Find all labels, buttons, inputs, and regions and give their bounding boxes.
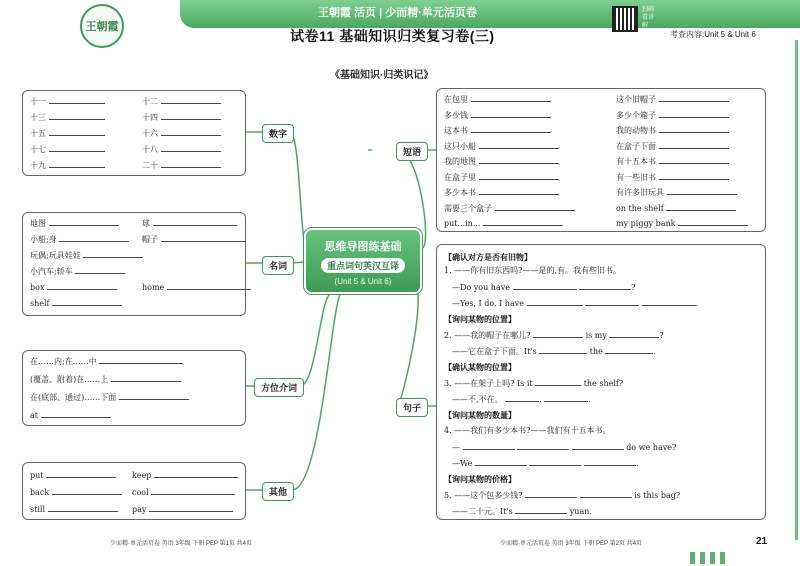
branch-phrases: 短语 <box>396 142 428 161</box>
sentence-1-a-text: —Yes, I do. I have <box>452 299 524 308</box>
answer-blank[interactable] <box>161 144 221 152</box>
number-row <box>30 112 105 123</box>
answer-blank[interactable] <box>149 504 233 512</box>
footer-left: 少而精·单元活页卷 英语 3年级 下册 PEP 第1页 共4页 <box>110 541 252 547</box>
number-row-label: 十九 <box>30 161 46 170</box>
number-row-label: 十五 <box>30 129 46 138</box>
branch-numbers: 数字 <box>262 124 294 143</box>
other-word-row <box>30 470 116 481</box>
phrase-row-label: my piggy bank <box>616 219 676 228</box>
branch-prepositions: 方位介词 <box>254 378 304 397</box>
phrase-row-label: 有一些旧书 <box>616 172 656 182</box>
answer-blank[interactable] <box>471 125 551 133</box>
noun-row-label: 帽子 <box>142 235 158 244</box>
number-row <box>30 128 105 139</box>
answer-blank[interactable] <box>544 394 588 402</box>
other-word-row-label: put <box>30 471 44 480</box>
answer-blank[interactable] <box>580 490 632 498</box>
phrase-row-label: 我的动物书 <box>616 126 656 135</box>
phrase-row-label: 有许多旧玩具 <box>616 188 664 197</box>
answer-blank[interactable] <box>659 156 729 164</box>
noun-row-label: home <box>142 283 165 292</box>
noun-row <box>30 250 143 261</box>
answer-blank[interactable] <box>49 96 105 104</box>
exam-title: 试卷11 基础知识归类复习卷(三) <box>290 28 495 44</box>
phrase-row-label: 多少本书 <box>444 188 476 197</box>
answer-blank[interactable] <box>83 250 143 258</box>
number-row-label: 十三 <box>30 113 46 122</box>
phrase-row-label: put...in... <box>444 219 481 228</box>
number-row <box>30 144 105 155</box>
phrase-row <box>616 94 729 105</box>
answer-blank[interactable] <box>52 298 122 306</box>
other-word-row <box>132 470 238 481</box>
other-word-row-label: pay <box>132 505 147 514</box>
sentence-5-q-cn: 5. ——这个包多少钱? <box>444 491 523 500</box>
sentence-head-3: 【确认某物的位置】 <box>444 362 516 372</box>
phrase-row <box>444 141 559 152</box>
noun-row <box>30 298 122 309</box>
phrase-row-label: 有十五本书 <box>616 157 656 166</box>
answer-blank[interactable] <box>479 187 559 195</box>
answer-blank[interactable] <box>513 282 577 290</box>
sentence-2-a-cn: ——它在盒子下面。It's <box>452 347 537 356</box>
answer-blank[interactable] <box>505 394 539 402</box>
answer-blank[interactable] <box>161 234 245 242</box>
other-word-row <box>132 487 235 498</box>
qr-caption: 扫码看讲解 <box>642 7 655 29</box>
sentence-4-q: — do we have? <box>452 443 677 452</box>
sentence-5-a <box>452 506 592 517</box>
other-word-row <box>132 504 233 515</box>
answer-blank[interactable] <box>167 282 251 290</box>
branch-others: 其他 <box>262 482 294 501</box>
phrase-row <box>616 187 737 198</box>
preposition-row <box>30 392 189 403</box>
noun-row-label: 玩偶;玩具娃娃 <box>30 251 81 260</box>
other-word-row <box>30 504 118 515</box>
answer-blank[interactable] <box>605 346 653 354</box>
answer-blank[interactable] <box>515 506 567 514</box>
sentence-1-cn: 1. ——你有旧东西吗?——是的,有。我有些旧书。 <box>444 266 622 275</box>
noun-row <box>30 266 125 277</box>
answer-blank[interactable] <box>161 128 221 136</box>
number-row <box>142 96 221 107</box>
phrase-row-label: 在盒子里 <box>444 172 476 182</box>
preposition-row-label: (覆盖、附着)在……上 <box>30 375 109 384</box>
sentence-1-q-text: —Do you have <box>452 283 510 292</box>
phrase-row-label: 这本书 <box>444 126 468 135</box>
answer-blank[interactable] <box>642 298 696 306</box>
answer-blank[interactable] <box>161 112 221 120</box>
other-word-row-label: back <box>30 488 50 497</box>
answer-blank[interactable] <box>659 110 729 118</box>
number-row-label: 十四 <box>142 113 158 122</box>
noun-row-label: box <box>30 283 45 292</box>
sentence-head-2: 【询问某物的位置】 <box>444 314 516 324</box>
phrase-row-label: 这只小船 <box>444 141 476 151</box>
other-word-row-label: cool <box>132 488 149 497</box>
phrase-row <box>616 125 729 136</box>
center-title: 思维导图练基础 <box>324 241 402 253</box>
answer-blank[interactable] <box>463 442 515 450</box>
phrase-row-label: 多少个箱子 <box>616 110 656 120</box>
number-row <box>142 160 221 171</box>
answer-blank[interactable] <box>49 160 105 168</box>
scope-label: 考查内容:Unit 5 & Unit 6 <box>664 28 762 41</box>
answer-blank[interactable] <box>659 172 729 180</box>
number-row-label: 十八 <box>142 145 158 154</box>
noun-row-label: 地图 <box>30 219 46 228</box>
answer-blank[interactable] <box>75 266 125 274</box>
phrase-row <box>616 218 748 229</box>
phrase-row <box>616 141 729 152</box>
phrase-row <box>444 218 563 229</box>
answer-blank[interactable] <box>49 128 105 136</box>
noun-row <box>142 218 237 229</box>
sentence-1-a: —Yes, I do. I have . <box>452 299 699 308</box>
sentence-2-q-cn: 2. ——我的帽子在哪儿? <box>444 331 531 340</box>
answer-blank[interactable] <box>479 156 559 164</box>
answer-blank[interactable] <box>52 487 122 495</box>
center-units: (Unit 5 & Unit 6) <box>334 277 392 286</box>
answer-blank[interactable] <box>49 112 105 120</box>
footer-deco <box>720 552 725 564</box>
number-row-label: 二十 <box>142 161 158 170</box>
answer-blank[interactable] <box>99 356 183 364</box>
sentence-5-a-cn: ——二十元。It's <box>452 507 513 516</box>
number-row-label: 十二 <box>142 97 158 106</box>
answer-blank[interactable] <box>46 470 116 478</box>
answer-blank[interactable] <box>579 282 631 290</box>
number-row <box>30 160 105 171</box>
answer-blank[interactable] <box>572 442 624 450</box>
sentence-4-q-end: do we have? <box>626 443 677 452</box>
answer-blank[interactable] <box>153 218 237 226</box>
answer-blank[interactable] <box>659 141 729 149</box>
phrase-row <box>444 156 559 167</box>
answer-blank[interactable] <box>483 218 563 226</box>
branch-nouns: 名词 <box>262 256 294 275</box>
sentence-2-a: ——它在盒子下面。It's the . <box>452 347 656 356</box>
sentence-3-a-text: ——不,不在。 <box>452 395 503 404</box>
center-subtitle: 重点词句英汉互译 <box>321 258 405 273</box>
phrase-row-label: 这个旧帽子 <box>616 95 656 104</box>
sentence-5-q <box>444 490 680 501</box>
sentence-5-a-end: yuan. <box>569 507 592 516</box>
phrase-row-label: 我的地图 <box>444 157 476 166</box>
sentence-head-1: 【确认对方是否有旧物】 <box>444 252 532 262</box>
answer-blank[interactable] <box>539 346 587 354</box>
number-row <box>142 144 221 155</box>
sentence-5-q-en: is this bag? <box>634 491 681 500</box>
phrase-row <box>616 203 736 214</box>
noun-row <box>30 282 117 293</box>
answer-blank[interactable] <box>584 458 636 466</box>
preposition-row-label: 在(底部、通过)……下面 <box>30 393 117 402</box>
page-number: 21 <box>756 536 768 547</box>
phrase-row-label: 多少钱 <box>444 110 468 120</box>
other-word-row <box>30 487 122 498</box>
phrase-row <box>616 172 729 183</box>
answer-blank[interactable] <box>471 94 551 102</box>
phrase-row <box>616 110 729 121</box>
noun-row <box>30 218 119 229</box>
answer-blank[interactable] <box>529 458 581 466</box>
phrase-row-label: on the shelf <box>616 203 664 213</box>
number-row-label: 十七 <box>30 145 46 154</box>
answer-blank[interactable] <box>161 96 221 104</box>
number-row <box>30 96 105 107</box>
phrase-row <box>616 156 729 167</box>
sentence-3-q <box>444 378 623 389</box>
answer-blank[interactable] <box>471 110 551 118</box>
sentence-head-5: 【询问某物的价格】 <box>444 474 516 484</box>
noun-row-label: 小船;身 <box>30 235 57 244</box>
answer-blank[interactable] <box>59 234 129 242</box>
answer-blank[interactable] <box>535 378 581 386</box>
answer-blank[interactable] <box>585 298 639 306</box>
answer-blank[interactable] <box>479 172 559 180</box>
phrase-row <box>444 187 559 198</box>
sentence-4-a: —We . <box>452 459 639 468</box>
answer-blank[interactable] <box>151 487 235 495</box>
answer-blank[interactable] <box>111 374 181 382</box>
answer-blank[interactable] <box>154 470 238 478</box>
answer-blank[interactable] <box>48 504 118 512</box>
answer-blank[interactable] <box>525 490 577 498</box>
sentence-3-q-end: the shelf? <box>583 379 624 388</box>
other-word-row-label: still <box>30 505 45 514</box>
phrase-row <box>444 203 575 214</box>
sentence-2-q-en: is my <box>585 331 607 340</box>
phrase-row-label: 在盒子下面 <box>616 141 656 151</box>
answer-blank[interactable] <box>517 442 569 450</box>
answer-blank[interactable] <box>659 94 729 102</box>
sentence-3-q-text: 3. ——在架子上吗? Is it <box>444 379 533 388</box>
brand-logo: 王朝霞 <box>80 4 124 48</box>
sentence-3-a: ——不,不在。 , . <box>452 395 591 404</box>
preposition-row-label: at <box>30 411 38 420</box>
number-row <box>142 128 221 139</box>
noun-row <box>142 282 251 293</box>
phrase-row <box>444 94 551 105</box>
noun-row-label: 小汽车;轿车 <box>30 267 73 276</box>
number-row <box>142 112 221 123</box>
footer-deco <box>700 552 705 564</box>
mindmap-center <box>304 228 422 294</box>
answer-blank[interactable] <box>49 144 105 152</box>
answer-blank[interactable] <box>533 330 583 338</box>
preposition-row-label: 在……内;在……中 <box>30 357 97 366</box>
answer-blank[interactable] <box>47 282 117 290</box>
answer-blank[interactable] <box>667 187 737 195</box>
sentence-head-4: 【询问某物的数量】 <box>444 410 516 420</box>
answer-blank[interactable] <box>119 392 189 400</box>
noun-row <box>142 234 245 245</box>
phrase-row <box>444 110 551 121</box>
noun-row-label: 球 <box>142 219 150 228</box>
answer-blank[interactable] <box>479 141 559 149</box>
answer-blank[interactable] <box>41 410 111 418</box>
answer-blank[interactable] <box>475 458 527 466</box>
number-row-label: 十一 <box>30 97 46 106</box>
sentence-2-a-en: the <box>589 347 603 356</box>
preposition-row <box>30 410 111 421</box>
sentence-4-a-text: —We <box>452 459 473 468</box>
phrase-row-label: 需要三个盒子 <box>444 203 492 213</box>
sentence-4-cn: 4. ——我们有多少本书?——我们有十五本书。 <box>444 426 611 435</box>
number-row-label: 十六 <box>142 129 158 138</box>
footer-deco <box>690 552 695 564</box>
preposition-row <box>30 374 181 385</box>
sentence-1-q: —Do you have ? <box>452 283 636 292</box>
answer-blank[interactable] <box>495 203 575 211</box>
answer-blank[interactable] <box>666 203 736 211</box>
other-word-row-label: keep <box>132 471 152 480</box>
footer-right: 少而精·单元活页卷 英语 3年级 下册 PEP 第2页 共4页 <box>500 541 642 547</box>
phrase-row <box>444 172 559 183</box>
noun-row-label: shelf <box>30 299 50 308</box>
answer-blank[interactable] <box>49 218 119 226</box>
noun-row <box>30 234 129 245</box>
section-label: 《基础知识·归类识记》 <box>330 70 434 81</box>
sentence-2-q: 2. ——我的帽子在哪儿? is my ? <box>444 331 664 340</box>
preposition-row <box>30 356 183 367</box>
answer-blank[interactable] <box>161 160 221 168</box>
phrase-row <box>444 125 551 136</box>
phrase-row-label: 在包里 <box>444 95 468 104</box>
footer-deco <box>710 552 715 564</box>
brand-text: 王朝霞 活页 | 少而精·单元活页卷 <box>318 7 477 19</box>
answer-blank[interactable] <box>678 218 748 226</box>
answer-blank[interactable] <box>659 125 729 133</box>
answer-blank[interactable] <box>527 298 583 306</box>
branch-sentences: 句子 <box>396 398 428 417</box>
answer-blank[interactable] <box>609 330 659 338</box>
